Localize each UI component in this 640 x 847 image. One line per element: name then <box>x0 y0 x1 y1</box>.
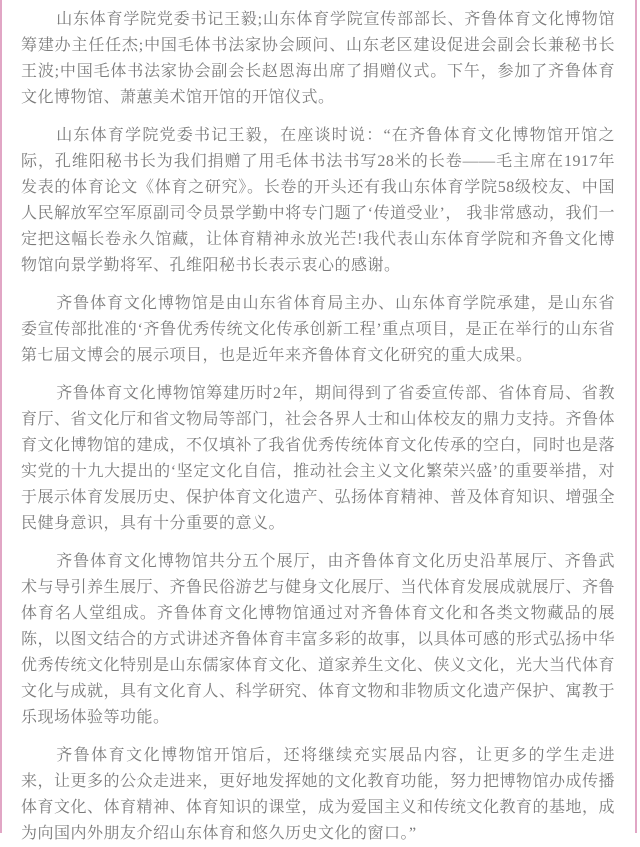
paragraph-exhibition-halls: 齐鲁体育文化博物馆共分五个展厅，由齐鲁体育文化历史沿革展厅、齐鲁武术与导引养生展厅、齐鲁民俗游艺与健身文化展厅、当代体育发展成就展厅、齐鲁体育名人堂组成。齐鲁体育文化博物馆通过对齐鲁体育文化和各类文物藏品的展陈，以图文结合的方式讲述齐鲁体育丰富多彩的故事，以具体可感的形式弘扬中华优秀传统文化特别是山东儒家体育文化、道家养生文化、侠义文化，光大当代体育文化与成就，具有文化育人、科学研究、体育文物和非物质文化遗产保护、寓教于乐现场体验等功能。 <box>21 553 616 726</box>
paragraph-attendees: 山东体育学院党委书记王毅;山东体育学院宣传部部长、齐鲁体育文化博物馆筹建办主任任杰;中国毛体书法家协会顾问、山东老区建设促进会副会长兼秘书长王波;中国毛体书法家协会副会长赵恩海出席了捐赠仪式。下午，参加了齐鲁体育文化博物馆、萧蕙美术馆开馆的开馆仪式。 <box>21 11 615 106</box>
paragraph-speech: 山东体育学院党委书记王毅，在座谈时说：“在齐鲁体育文化博物馆开馆之际，孔维阳秘书长为我们捐赠了用毛体书法书写28米的长卷——毛主席在1917年发表的体育论文《体育之研究》。长卷的开头还有我山东体育学院58级校友、中国人民解放军空军原副司令员景学勤中将专门题了‘传道受业’， 我非常感动，我们一定把这幅长卷永久馆藏，让体育精神永放光芒!我代表山东体育学院和齐鲁文化博物馆向景学勤将军、孔维阳秘书长表示衷心的感谢。 <box>21 127 615 274</box>
paragraph-construction-support: 齐鲁体育文化博物馆筹建历时2年，期间得到了省委宣传部、省体育局、省教育厅、省文化厅和省文物局等部门，社会各界人士和山体校友的鼎力支持。齐鲁体育文化博物馆的建成，不仅填补了我省优秀传统体育文化传承的空白，同时也是落实党的十九大提出的‘坚定文化自信，推动社会主义文化繁荣兴盛’的重要举措，对于展示体育发展历史、保护体育文化遗产、弘扬体育精神、普及体育知识、增强全民健身意识，具有十分重要的意义。 <box>21 385 616 532</box>
paragraph-museum-background: 齐鲁体育文化博物馆是由山东省体育局主办、山东体育学院承建，是山东省委宣传部批准的‘齐鲁优秀传统文化传承创新工程’重点项目，是正在举行的山东省第七届文博会的展示项目，也是近年来齐鲁体育文化研究的重大成果。 <box>21 295 615 364</box>
paragraph-future-plans: 齐鲁体育文化博物馆开馆后，还将继续充实展品内容，让更多的学生走进来，让更多的公众走进来，更好地发挥她的文化教育功能，努力把博物馆办成传播体育文化、体育精神、体育知识的课堂，成为爱国主义和传统文化教育的基地，成为向国内外朋友介绍山东体育和悠久历史文化的窗口。” <box>21 747 616 842</box>
